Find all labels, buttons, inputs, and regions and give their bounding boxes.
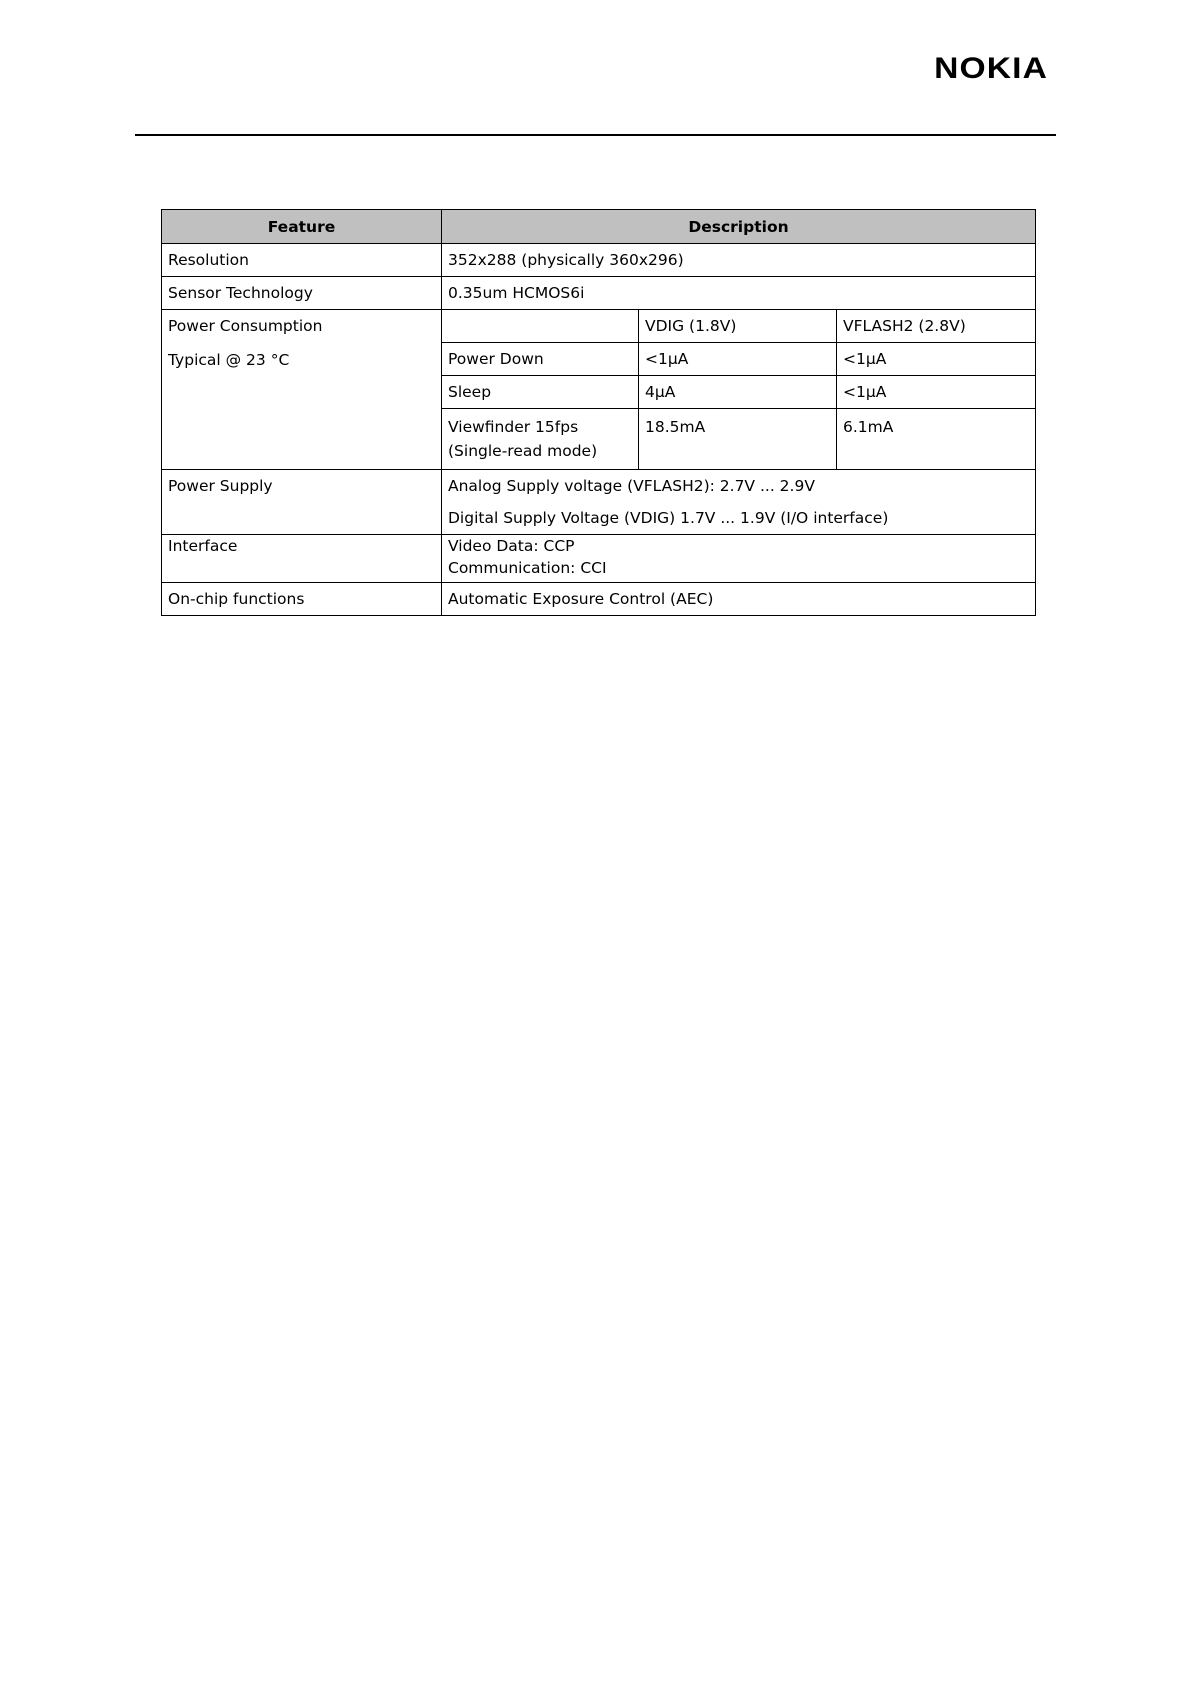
feature-cell: Power Supply — [162, 470, 442, 535]
power-consumption-label: Power Consumption — [168, 317, 323, 335]
table-row-onchip-functions — [162, 583, 1036, 616]
vflash-value-cell: <1µA — [837, 343, 1036, 376]
single-read-mode-label: (Single-read mode) — [448, 442, 598, 460]
table-row-resolution — [162, 244, 1036, 277]
description-column-header: Description — [442, 210, 1036, 244]
mode-cell: Sleep — [442, 376, 639, 409]
vflash-column-header: VFLASH2 (2.8V) — [837, 310, 1036, 343]
vflash-value-cell: 6.1mA — [837, 409, 1036, 470]
vdig-value-cell: 18.5mA — [639, 409, 837, 470]
mode-cell — [442, 409, 639, 470]
digital-supply-text: Digital Supply Voltage (VDIG) 1.7V ... 1.9V (I/O interface) — [448, 509, 889, 527]
vflash-value-cell: <1µA — [837, 376, 1036, 409]
mode-cell: Power Down — [442, 343, 639, 376]
table-row-power-consumption-header — [162, 310, 1036, 343]
description-cell — [442, 535, 1036, 583]
specification-table — [161, 209, 1036, 616]
typical-temperature-label: Typical @ 23 °C — [168, 351, 290, 369]
feature-cell: Sensor Technology — [162, 277, 442, 310]
description-cell — [442, 470, 1036, 535]
table-row-sensor — [162, 277, 1036, 310]
viewfinder-mode-label: Viewfinder 15fps — [448, 418, 579, 436]
description-cell: 0.35um HCMOS6i — [442, 277, 1036, 310]
description-cell: Automatic Exposure Control (AEC) — [442, 583, 1036, 616]
description-cell: 352x288 (physically 360x296) — [442, 244, 1036, 277]
feature-cell-power-consumption — [162, 310, 442, 470]
feature-cell: On-chip functions — [162, 583, 442, 616]
vdig-value-cell: <1µA — [639, 343, 837, 376]
analog-supply-text: Analog Supply voltage (VFLASH2): 2.7V ... 2.9V — [448, 477, 815, 495]
table-row-interface — [162, 535, 1036, 583]
nokia-logo: NOKIA — [934, 52, 1048, 85]
video-data-text: Video Data: CCP — [448, 537, 575, 555]
feature-cell: Interface — [162, 535, 442, 583]
vdig-column-header: VDIG (1.8V) — [639, 310, 837, 343]
header-rule — [135, 134, 1056, 136]
vdig-value-cell: 4µA — [639, 376, 837, 409]
table-row-power-supply — [162, 470, 1036, 535]
communication-text: Communication: CCI — [448, 559, 607, 577]
feature-cell: Resolution — [162, 244, 442, 277]
empty-subheader-cell — [442, 310, 639, 343]
table-header-row — [162, 210, 1036, 244]
feature-column-header: Feature — [162, 210, 442, 244]
